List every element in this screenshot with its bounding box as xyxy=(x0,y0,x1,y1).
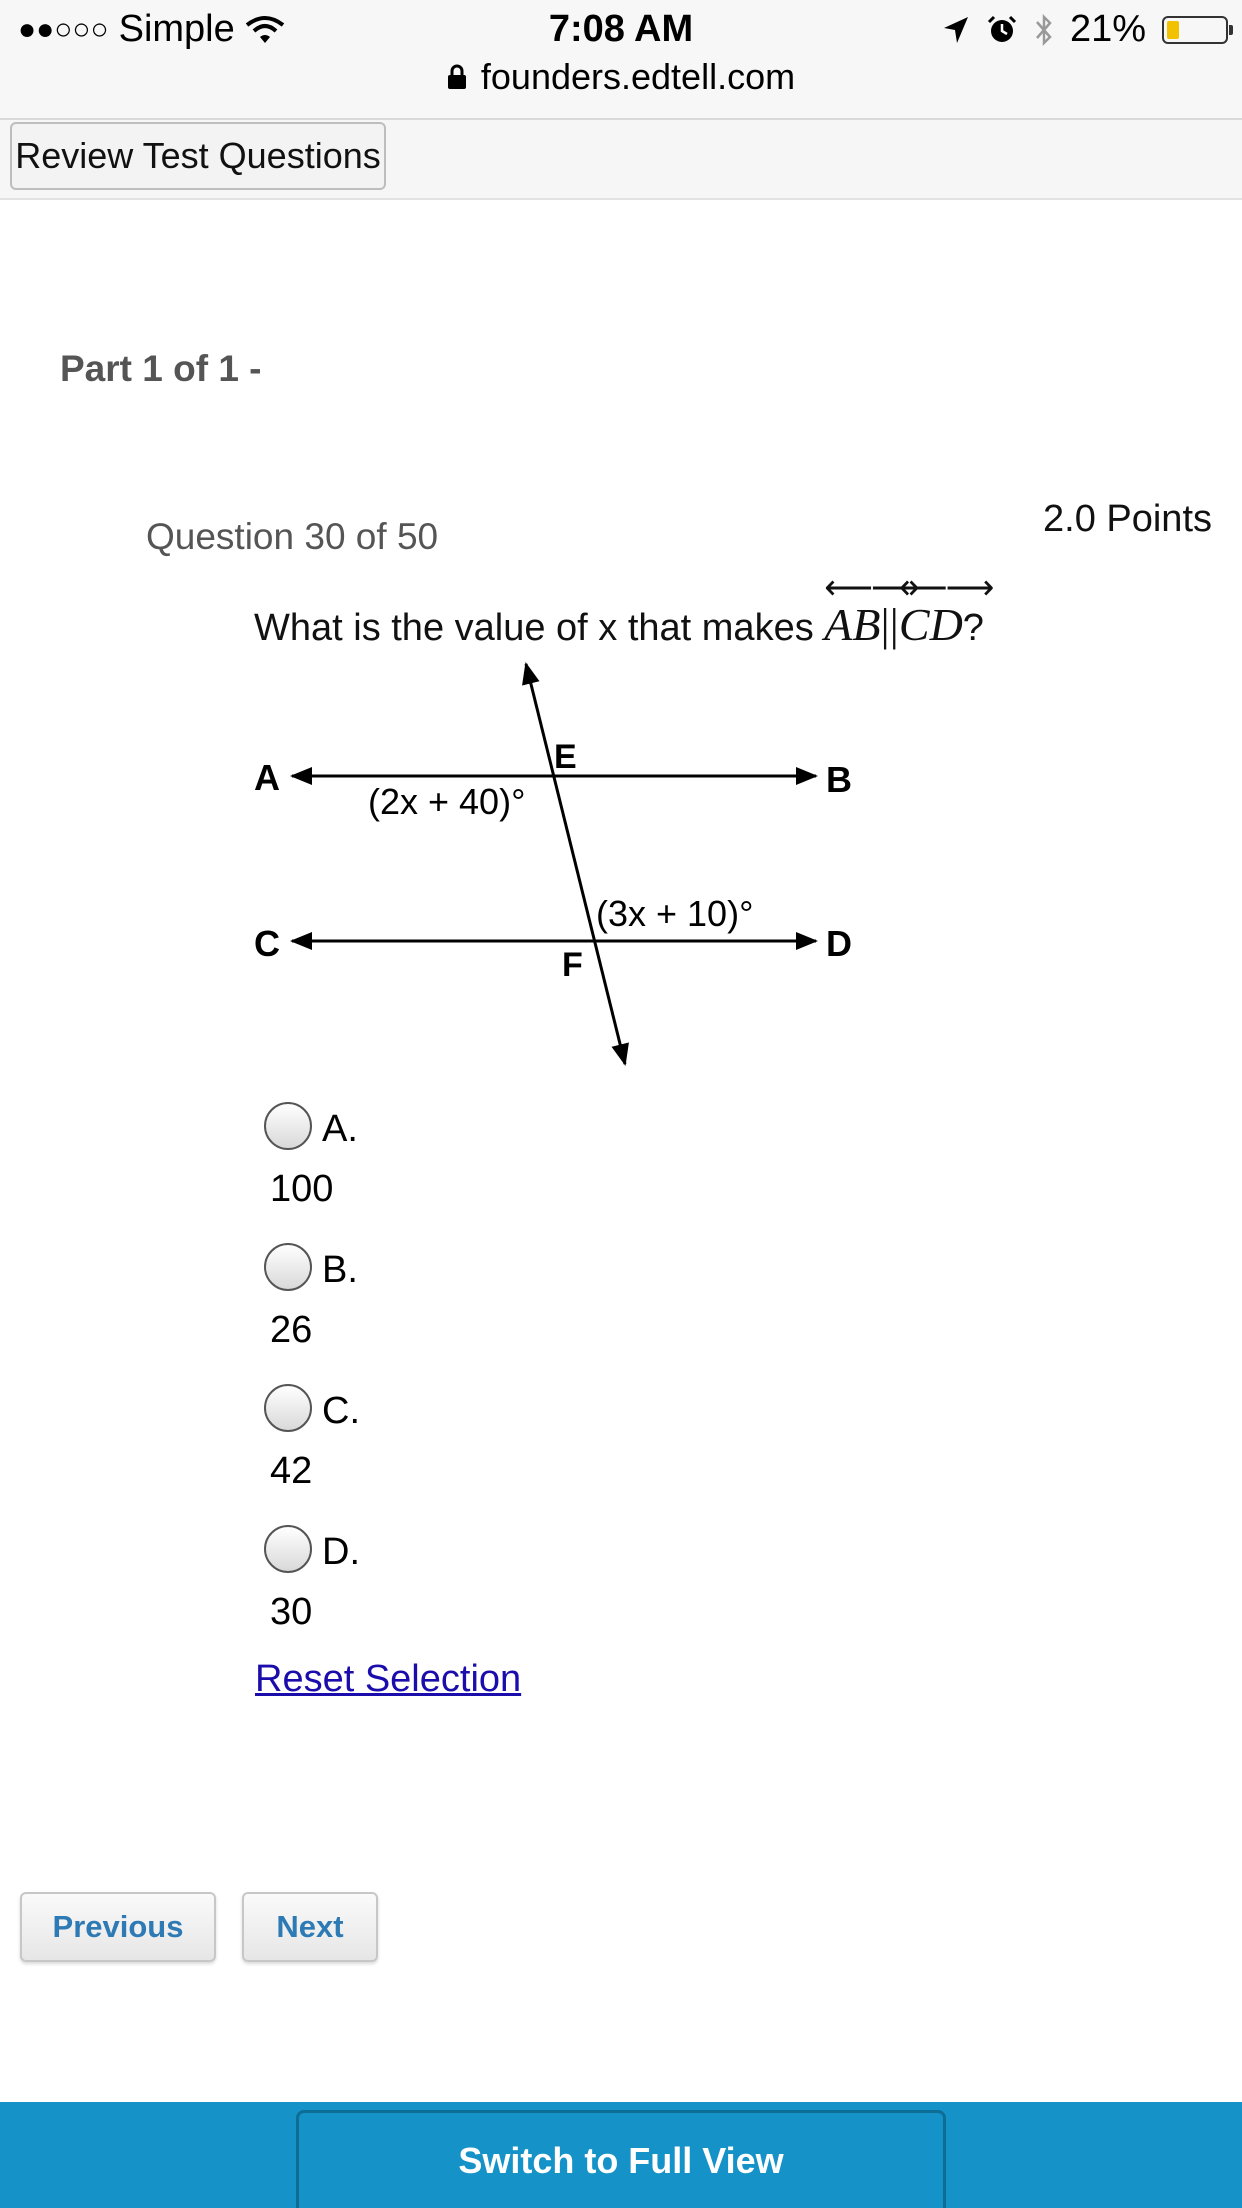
point-a-label: A xyxy=(254,757,280,798)
switch-to-full-view-button[interactable]: Switch to Full View xyxy=(296,2110,946,2208)
point-b-label: B xyxy=(826,759,852,800)
radio-b[interactable] xyxy=(264,1243,312,1291)
question-prompt xyxy=(254,570,993,651)
carrier-name: Simple xyxy=(118,8,235,50)
status-icons xyxy=(942,8,1228,51)
radio-a[interactable] xyxy=(264,1102,312,1150)
choice-c-label: C. xyxy=(322,1390,360,1432)
choice-c-value: 42 xyxy=(270,1450,313,1492)
footer-bar xyxy=(0,2102,1242,2208)
choice-d-value: 30 xyxy=(270,1591,313,1633)
clock: 7:08 AM xyxy=(548,8,694,50)
lock-icon xyxy=(447,64,467,90)
next-button[interactable]: Next xyxy=(242,1892,378,1962)
prompt-text: What is the value of x that makes xyxy=(254,607,814,649)
question-number: Question 30 of 50 xyxy=(146,516,439,557)
point-d-label: D xyxy=(826,923,852,964)
toolbar xyxy=(0,120,1242,200)
choice-a-value: 100 xyxy=(270,1168,334,1210)
battery-fill xyxy=(1167,21,1179,39)
choice-a-label: A. xyxy=(322,1108,358,1150)
reset-selection-link[interactable]: Reset Selection xyxy=(255,1658,522,1700)
parallel-lines-diagram xyxy=(240,650,880,1070)
radio-d[interactable] xyxy=(264,1525,312,1573)
parallel-symbol: || xyxy=(880,599,899,650)
previous-button[interactable]: Previous xyxy=(20,1892,216,1962)
status-bar xyxy=(0,0,1242,120)
url-text: founders.edtell.com xyxy=(480,56,796,97)
choice-b-label: B. xyxy=(322,1249,358,1291)
transversal-line xyxy=(526,664,625,1064)
choice-d-label: D. xyxy=(322,1531,360,1573)
battery-icon xyxy=(1162,16,1228,44)
line-cd: ⟵⟶ CD xyxy=(898,570,993,650)
question-points: 2.0 Points xyxy=(1043,498,1212,540)
review-test-questions-button[interactable]: Review Test Questions xyxy=(10,122,386,190)
part-title: Part 1 of 1 - xyxy=(60,348,262,389)
url-bar[interactable] xyxy=(0,56,1242,98)
radio-c[interactable] xyxy=(264,1384,312,1432)
line-arrow-icon: ⟵⟶ xyxy=(824,570,918,607)
point-c-label: C xyxy=(254,923,280,964)
choice-b-value: 26 xyxy=(270,1309,313,1351)
prompt-suffix: ? xyxy=(962,607,984,649)
alarm-icon xyxy=(986,14,1018,46)
point-e-label: E xyxy=(554,738,577,776)
angle-bottom-label: (3x + 10)° xyxy=(596,893,754,934)
line-ab: ⟵⟶ AB xyxy=(824,570,918,650)
signal-dots: ●●○○○ xyxy=(18,12,109,46)
angle-top-label: (2x + 40)° xyxy=(368,781,526,822)
bluetooth-icon xyxy=(1034,13,1054,47)
point-f-label: F xyxy=(562,946,583,984)
battery-percent: 21% xyxy=(1069,8,1146,50)
line-arrow-icon: ⟵⟶ xyxy=(898,570,993,607)
location-arrow-icon xyxy=(942,15,970,45)
